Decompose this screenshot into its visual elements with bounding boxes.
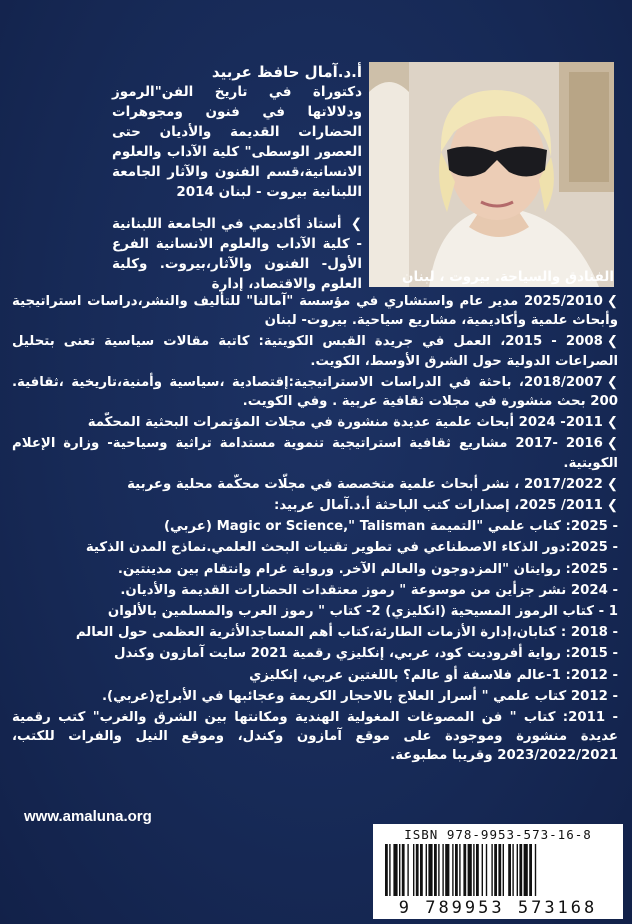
book-item: - 2012 كتاب علمي " أسرار العلاج بالاحجار الكريمة وعجائبها في الأبراج(عربي).: [101, 688, 618, 704]
career-item: ❯2011- 2024 أبحاث علمية عديدة منشورة في مجلات المؤتمرات البحثية المحكّمة: [12, 413, 618, 432]
chevron-bullet-icon: ❯: [606, 415, 618, 431]
career-list: [12, 292, 618, 768]
book-item: - 2024 نشر جزأين من موسوعة " رموز معتقدات الحضارات القديمة والأديان.: [120, 582, 618, 598]
isbn-barcode: [373, 824, 623, 919]
book-item: - 2025: كتاب علمي "التميمة Magic or Science," Talisman (عربي): [163, 519, 618, 535]
chevron-bullet-icon: ❯: [606, 436, 618, 452]
author-bio-position-text: أستاذ أكاديمي في الجامعة اللبنانية - كلية الآداب والعلوم الانسانية الفرع الأول- الفنون والآثار،بيروت. وكلية العلوم والاقتصاد، إدارة: [112, 216, 362, 292]
book-item: - 2025:دور الذكاء الاصطناعي في تطوير تقنيات البحث العلمي.نماذج المدن الذكية: [85, 540, 618, 556]
book-item: - 2011: كتاب " فن المصوغات المغولية الهندية ومكانتها بين الشرق والغرب" كتب رقمية عديدة منشورة وموجودة على موقع آمازون وكندل، وموقع النيل والفرات للكتب، 2023/2022/2021 وقريبا مطبوعة.: [12, 710, 618, 764]
chevron-bullet-icon: ❯: [606, 334, 618, 350]
career-item: ❯2025/2010 مدير عام واستشاري في مؤسسة "آمالنا" للتأليف والنشر،دراسات استراتيجية وأبحاث علمية وأكاديمية، مشاريع سياحية. بيروت- لبنان: [12, 294, 618, 329]
book-item: 1 - كتاب الرموز المسيحية (انكليزي) 2- كتاب " رموز العرب والمسلمين بالألوان: [107, 604, 618, 620]
author-photo: [369, 62, 614, 287]
author-portrait-image: [369, 62, 614, 287]
chevron-bullet-icon: ❯: [606, 374, 618, 390]
author-name: أ.د.آمال حافظ عربيد: [211, 63, 362, 81]
career-item: ❯2016 -2017 مشاريع ثقافية استراتيجية تنموية مستدامة تراثية وسياحية- وزارة الإعلام الكويتية.: [12, 436, 618, 471]
career-item: ❯2018/2007، باحثة في الدراسات الاستراتيجية:إقتصادية ،سياسية وأمنية،تاريخية ،ثقافية. 200 بحث منشورة في مجلات ثقافية عربية . وفي الكويت.: [12, 374, 618, 410]
career-item: ❯2011/ 2025، إصدارات كتب الباحثة أ.د.آمال عربيد:: [12, 496, 618, 515]
author-bio-degree: دكتوراة في تاريخ الفن"الرموز ودلالاتها في فنون ومجوهرات الحضارات القديمة والأديان حتى العصور الوسطى" كلية الآداب والعلوم الانسانية،قسم الفنون والآثار الجامعة اللبنانية بيروت - لبنان 2014: [112, 84, 362, 200]
book-item: - 2025: روايتان "المزدوجون والعالم الآخر. ورواية غرام وانتقام بين مدينتين.: [117, 561, 618, 577]
isbn-number: 9 789953 573168: [398, 898, 598, 918]
barcode-bars-icon: [381, 844, 615, 896]
book-item: - 2018 : كتابان،إدارة الأزمات الطارئة،كتاب أهم المساجدالأثرية العظمى حول العالم: [75, 625, 618, 641]
chevron-bullet-icon: ❯: [606, 498, 618, 514]
book-item: - 2015: رواية أفروديت كود، عربي، إنكليزي رقمية 2021 سايت آمازون وكندل: [113, 646, 618, 662]
chevron-bullet-icon: ❯: [606, 476, 618, 492]
author-bio-continued: الفنادق والسياحة. بيروت ، لبنان: [402, 269, 614, 285]
chevron-bullet-icon: ❯: [350, 216, 363, 232]
author-bio: [112, 62, 362, 294]
chevron-bullet-icon: ❯: [606, 294, 618, 309]
career-item: ❯2017/2022 ، نشر أبحاث علمية متخصصة في مجلّات محكّمة محلية وعربية: [12, 475, 618, 494]
book-item: - 2012: 1-عالم فلاسفة أو عالم؟ باللغتين عربي، إنكليزي: [249, 667, 618, 683]
website-url: www.amaluna.org: [24, 808, 152, 825]
career-item: ❯2008 - 2015، العمل في جريدة القبس الكويتية: كاتبة مقالات سياسية تعنى بتحليل الصراعات الدولية حول الشرق الأوسط، الكويت.: [12, 334, 618, 369]
isbn-label: ISBN 978-9953-573-16-8: [404, 827, 592, 842]
